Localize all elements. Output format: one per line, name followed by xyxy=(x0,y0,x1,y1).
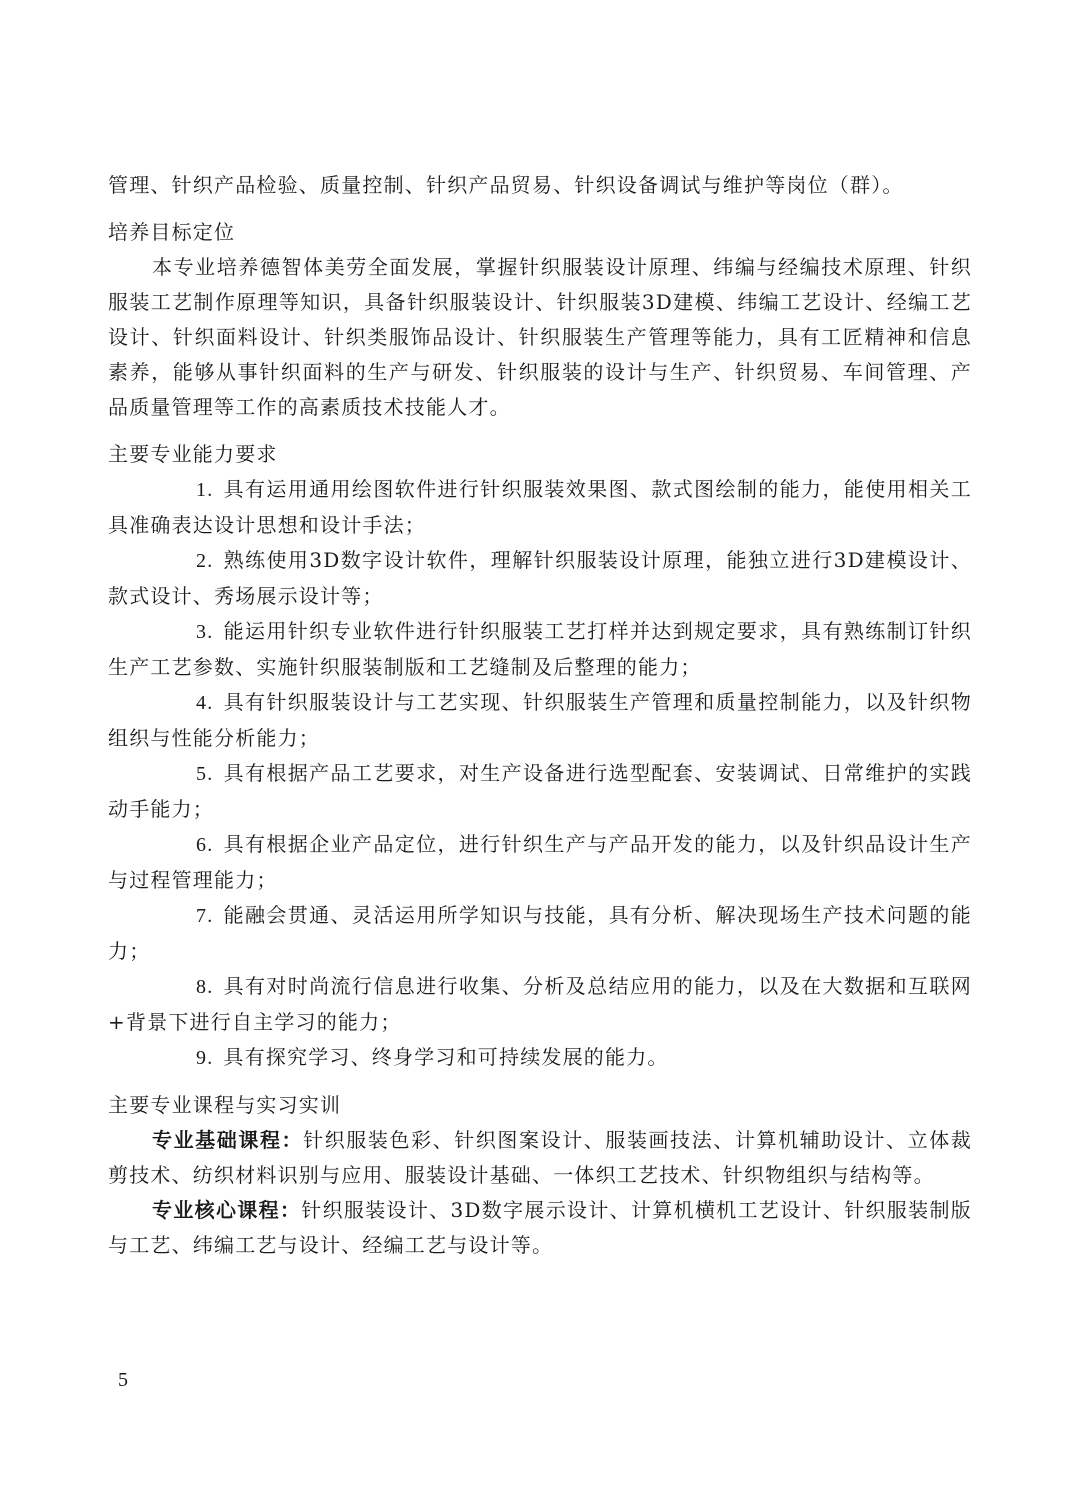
heading-courses-training: 主要专业课程与实习实训 xyxy=(108,1093,342,1117)
core-courses-paragraph xyxy=(108,1193,972,1263)
heading-ability-requirements: 主要专业能力要求 xyxy=(108,442,278,466)
ability-item-text: 具有根据企业产品定位，进行针织生产与产品开发的能力，以及针织品设计生产与过程管理能力； xyxy=(108,832,972,892)
heading-training-goal: 培养目标定位 xyxy=(108,220,236,244)
basic-courses-paragraph xyxy=(108,1123,972,1193)
ability-item-number: 5. xyxy=(196,763,214,785)
basic-courses-label: 专业基础课程： xyxy=(152,1128,304,1152)
ability-item-2 xyxy=(108,543,972,614)
ability-list xyxy=(108,472,972,1076)
ability-item-number: 9. xyxy=(196,1047,214,1069)
ability-item-6 xyxy=(108,827,972,898)
intro-continuation: 管理、针织产品检验、质量控制、针织产品贸易、针织设备调试与维护等岗位（群）。 xyxy=(108,173,904,197)
basic-courses-text: 针织服装色彩、针织图案设计、服装画技法、计算机辅助设计、立体裁剪技术、纺织材料识别与应用、服装设计基础、一体织工艺技术、针织物组织与结构等。 xyxy=(108,1128,972,1187)
ability-item-number: 4. xyxy=(196,692,214,714)
ability-item-7 xyxy=(108,898,972,969)
ability-item-number: 8. xyxy=(196,976,214,998)
page-number: 5 xyxy=(118,1369,128,1391)
ability-item-text: 具有探究学习、终身学习和可持续发展的能力。 xyxy=(223,1045,669,1069)
core-courses-text: 针织服装设计、3D数字展示设计、计算机横机工艺设计、针织服装制版与工艺、纬编工艺与设计、经编工艺与设计等。 xyxy=(108,1198,972,1257)
ability-item-5 xyxy=(108,756,972,827)
ability-item-number: 6. xyxy=(196,834,214,856)
ability-item-number: 3. xyxy=(196,621,214,643)
ability-item-text: 能融会贯通、灵活运用所学知识与技能，具有分析、解决现场生产技术问题的能力； xyxy=(108,903,972,963)
ability-item-text: 具有运用通用绘图软件进行针织服装效果图、款式图绘制的能力，能使用相关工具准确表达设计思想和设计手法； xyxy=(108,477,972,537)
ability-item-1 xyxy=(108,472,972,543)
ability-item-text: 熟练使用3D数字设计软件，理解针织服装设计原理，能独立进行3D建模设计、款式设计、秀场展示设计等； xyxy=(108,548,972,608)
ability-item-8 xyxy=(108,969,972,1040)
ability-item-text: 具有针织服装设计与工艺实现、针织服装生产管理和质量控制能力，以及针织物组织与性能分析能力； xyxy=(108,690,972,750)
ability-item-4 xyxy=(108,685,972,756)
core-courses-label: 专业核心课程： xyxy=(152,1198,302,1222)
training-goal-paragraph: 本专业培养德智体美劳全面发展，掌握针织服装设计原理、纬编与经编技术原理、针织服装工艺制作原理等知识，具备针织服装设计、针织服装3D建模、纬编工艺设计、经编工艺设计、针织面料设计、针织类服饰品设计、针织服装生产管理等能力，具有工匠精神和信息素养，能够从事针织面料的生产与研发、针织服装的设计与生产、针织贸易、车间管理、产品质量管理等工作的高素质技术技能人才。 xyxy=(108,255,972,419)
ability-item-text: 能运用针织专业软件进行针织服装工艺打样并达到规定要求，具有熟练制订针织生产工艺参数、实施针织服装制版和工艺缝制及后整理的能力； xyxy=(108,619,972,679)
ability-item-text: 具有根据产品工艺要求，对生产设备进行选型配套、安装调试、日常维护的实践动手能力； xyxy=(108,761,972,821)
ability-item-number: 7. xyxy=(196,905,214,927)
ability-item-number: 2. xyxy=(196,550,214,572)
ability-item-number: 1. xyxy=(196,479,214,501)
page-content xyxy=(108,168,972,1263)
ability-item-3 xyxy=(108,614,972,685)
ability-item-text: 具有对时尚流行信息进行收集、分析及总结应用的能力，以及在大数据和互联网+背景下进行自主学习的能力； xyxy=(108,974,972,1034)
ability-item-9 xyxy=(108,1040,972,1076)
